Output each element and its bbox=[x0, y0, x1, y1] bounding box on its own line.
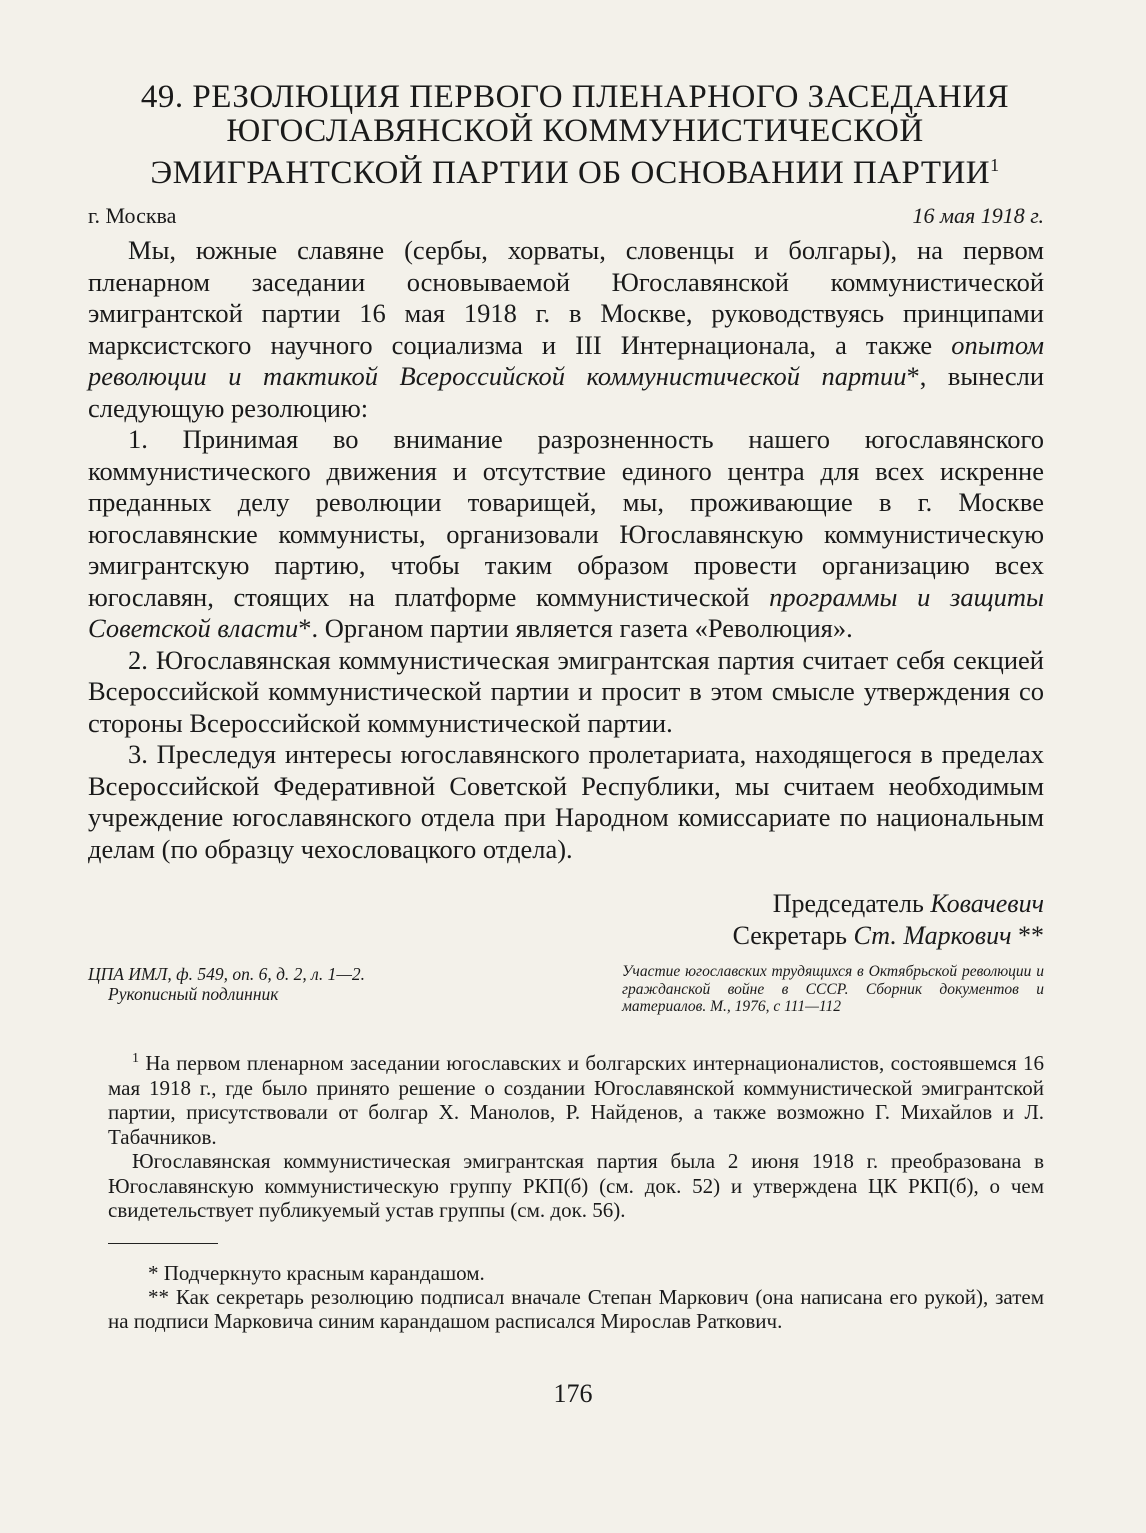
title-line-3-text: ЭМИГРАНТСКОЙ ПАРТИИ ОБ ОСНОВАНИИ ПАРТИИ bbox=[150, 155, 991, 191]
resolution-point-2: 2. Югославянская коммунистическая эмигрантская партия считает себя секцией Всероссийской коммунистической партии и просит в этом смысле утверждения со стороны Всероссийской коммунистической партии. bbox=[88, 644, 1044, 738]
chair-role: Председатель bbox=[772, 889, 924, 918]
point-1-text: 1. Принимая во внимание разрозненность нашего югославянского коммунистического движения и отсутствие единого центра для всех искренне преданных делу революции товарищей, мы, проживающие в г. Москве югославянские коммунисты, организовали Югославянскую коммунистическую эмигрантскую партию, чтобы таким образом провести организацию всех югославян, стоящих на платформе коммунистической bbox=[88, 424, 1044, 612]
document-title-line-1: 49. РЕЗОЛЮЦИЯ ПЕРВОГО ПЛЕНАРНОГО ЗАСЕДАНИЯ bbox=[140, 79, 1010, 115]
chair-name: Ковачевич bbox=[930, 889, 1044, 918]
date: 16 мая 1918 г. bbox=[912, 203, 1044, 228]
footnote-divider bbox=[108, 1243, 218, 1244]
place: г. Москва bbox=[88, 203, 177, 228]
note-double-star: ** Как секретарь резолюцию подписал вначале Степан Маркович (она написана его рукой), затем на подписи Марковича синим карандашом расписался Мирослав Раткович. bbox=[108, 1285, 1044, 1333]
point-1-italic: программы и защиты Советской власти bbox=[88, 581, 1044, 643]
resolution-point-3: 3. Преследуя интересы югославянского пролетариата, находящегося в пределах Всероссийской Федеративной Советской Республики, мы считаем необходимым учреждение югославянского отдела при Народном комиссариате по национальным делам (по образцу чехословацкого отдела). bbox=[88, 739, 1044, 864]
editorial-notes bbox=[108, 1261, 1044, 1333]
preamble-end: *, вынесли следующую резолюцию: bbox=[88, 361, 1045, 423]
signatures bbox=[733, 888, 1044, 952]
footnote-1-para-1 bbox=[108, 1047, 1044, 1149]
note-single-star: * Подчеркнуто красным карандашом. bbox=[148, 1261, 485, 1285]
chair-signature bbox=[733, 888, 1044, 920]
secretary-role: Секретарь bbox=[732, 921, 848, 950]
document-title-line-3 bbox=[60, 148, 1090, 191]
secretary-signature bbox=[733, 920, 1044, 952]
footnote-1 bbox=[108, 1047, 1044, 1223]
preamble-text: Мы, южные славяне (сербы, хорваты, словенцы и болгары), на первом пленарном заседании основываемой Югославянской коммунистической эмигрантской партии 16 мая 1918 г. в Москве, руководствуясь принципами марксистского научного социализма и III Интернационала, а также bbox=[88, 235, 1044, 360]
archive-line-2: Рукописный подлинник bbox=[108, 984, 279, 1004]
resolution-body bbox=[88, 235, 1044, 865]
footnote-1-mark: 1 bbox=[132, 1051, 139, 1066]
page-number: 176 bbox=[553, 1379, 593, 1408]
point-1-end: *. Органом партии является газета «Революция». bbox=[298, 613, 853, 643]
secretary-mark: ** bbox=[1011, 921, 1044, 950]
source-reference: Участие югославских трудящихся в Октябрьской революции и гражданской войне в СССР. Сборник документов и материалов. М., 1976, с 111—112 bbox=[622, 963, 1044, 1015]
resolution-point-1 bbox=[88, 424, 1044, 645]
archive-line-1: ЦПА ИМЛ, ф. 549, оп. 6, д. 2, л. 1—2. bbox=[88, 964, 366, 984]
resolution-preamble bbox=[88, 235, 1044, 424]
footnote-1-text: На первом пленарном заседании югославских и болгарских интернационалистов, состоявшемся 16 мая 1918 г., где было принято решение о создании Югославянской коммунистической эмигрантской партии, присутствовали от болгар Х. Манолов, Р. Найденов, а также возможно Г. Михайлов и Л. Табачников. bbox=[108, 1051, 1044, 1149]
document-title-line-2: ЮГОСЛАВЯНСКОЙ КОММУНИСТИЧЕСКОЙ bbox=[226, 113, 924, 149]
secretary-name: Ст. Маркович bbox=[853, 921, 1012, 950]
title-footnote-mark: 1 bbox=[990, 155, 1000, 175]
preamble-italic: опытом революции и тактикой Всероссийской коммунистической партии bbox=[88, 329, 1044, 391]
archive-reference bbox=[88, 964, 518, 1004]
footnote-1-para-2: Югославянская коммунистическая эмигрантская партия была 2 июня 1918 г. преобразована в Югославянскую коммунистическую группу РКП(б) (см. док. 52) и утверждена ЦК РКП(б), о чем свидетельствует публикуемый устав группы (см. док. 56). bbox=[108, 1149, 1044, 1222]
